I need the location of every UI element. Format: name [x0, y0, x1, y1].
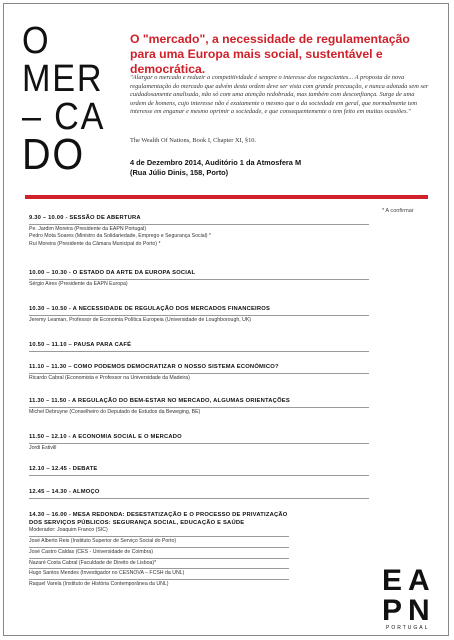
program-item-rule — [29, 351, 369, 352]
poster-title: O "mercado", a necessidade de regulamentação para uma Europa mais social, sustentável e democrática. — [130, 32, 410, 76]
logo-letter-n: N — [408, 594, 430, 627]
big-title-line-4: DO — [22, 130, 85, 179]
program-item-detail: Moderador: Joaquim Franco (SIC) — [29, 527, 108, 534]
program-item-detail: Jordi Estivill — [29, 444, 57, 451]
program-item-heading: 9.30 – 10.00 - SESSÃO DE ABERTURA — [29, 215, 141, 221]
big-title-line-1: O — [22, 20, 51, 62]
program-item-heading: 10.30 – 10.50 - A NECESSIDADE DE REGULAÇÃO DOS MERCADOS FINANCEIROS — [29, 306, 271, 312]
program-item — [29, 270, 369, 288]
program-item-detail: Sérgio Aires (Presidente da EAPN Europa) — [29, 280, 128, 287]
program-item — [29, 398, 369, 416]
program-item-heading: 10.00 – 10.30 - O ESTADO DA ARTE DA EUROPA SOCIAL — [29, 270, 196, 276]
program-item-detail: José Castro Caldas (CES - Universidade de Coimbra) — [29, 548, 153, 555]
program-item-detail: Jeremy Leaman, Professor de Economia Política Europeia (Universidade de Loughborough, UK) — [29, 316, 252, 323]
logo-caption: PORTUGAL — [386, 625, 430, 631]
logo-letter-e: E — [382, 564, 403, 597]
program-item-heading: 11.10 – 11.30 – COMO PODEMOS DEMOCRATIZAR O NOSSO SISTEMA ECONÓMICO? — [29, 364, 279, 370]
program-item-rule — [29, 279, 369, 280]
event-address: (Rua Júlio Dinis, 158, Porto) — [130, 168, 229, 177]
program-item-detail: Raquel Varela (Instituto de História Contemporânea da UNL) — [29, 581, 169, 588]
quote-source: The Wealth Of Nations, Book I, Chapter XI, §10. — [130, 137, 257, 144]
event-date: 4 de Dezembro 2014, Auditório 1 da Atmosfera M — [130, 158, 302, 167]
program-item-detail: Michel Debruyne (Conselheiro do Deputado de Estudos da Beweging, BE) — [29, 408, 201, 415]
program-item-rule — [29, 407, 369, 408]
program-item-rule — [29, 443, 369, 444]
program-item-rule — [29, 536, 289, 537]
program-item-detail: Pedro Mota Soares (Ministro da Solidariedade, Emprego e Segurança Social) * — [29, 233, 211, 240]
program-item-heading: 11.30 – 11.50 - A REGULAÇÃO DO BEM-ESTAR NO MERCADO, ALGUMAS ORIENTAÇÕES — [29, 398, 290, 404]
big-title-line-2: MER — [22, 58, 104, 100]
program-item-rule — [29, 224, 369, 225]
program-item-rule — [29, 579, 289, 580]
program-item-detail: Pe. Jardim Moreira (Presidente da EAPN Portugal) — [29, 225, 147, 232]
program-item — [29, 306, 369, 324]
program-item — [29, 466, 369, 477]
program-item-detail: Ricardo Cabral (Economista e Professor na Universidade da Madeira) — [29, 374, 190, 381]
program-item-rule — [29, 568, 289, 569]
confirm-note: * A confirmar — [382, 208, 414, 214]
eapn-logo — [380, 560, 436, 632]
program-item-rule — [29, 558, 289, 559]
program-item-heading: 11.50 – 12.10 - A ECONOMIA SOCIAL E O MERCADO — [29, 434, 182, 440]
program-item-rule — [29, 315, 369, 316]
logo-letter-a: A — [408, 564, 430, 597]
program-item — [29, 342, 369, 353]
program-item-heading: 12.45 – 14.30 - ALMOÇO — [29, 489, 100, 495]
program-item — [29, 215, 369, 249]
program-item-rule — [29, 475, 369, 476]
program-item — [29, 364, 369, 382]
program-item — [29, 512, 289, 589]
program-item-detail: Hugo Santos Mendes (Investigador no CESNOVA – FCSH da UNL) — [29, 570, 185, 577]
program-item-heading: 14.30 – 16.00 - MESA REDONDA: DESESTATIZAÇÃO E O PROCESSO DE PRIVATIZAÇÃO DOS SERVIÇOS PÚBLICOS: SEGURANÇA SOCIAL, EDUCAÇÃO E SAÚDE — [29, 512, 288, 526]
program-item — [29, 434, 369, 452]
program-item-rule — [29, 547, 289, 548]
quote-text: "Alargar o mercado e reduzir a competitividade é sempre o interesse dos negociantes... A proposta de nova regulamentação do mercado que advém desta ordem deve ser vista com grande precaução, e nunca adotada sem ser cuidadosamente analisada, não só com uma atenção redobrada, mas também com desconfiança. Surge de uma ordem de homens, cujo interesse não é exatamente o mesmo que o da sociedade em geral, que normalmente tem interesse em enganar e mesmo oprimir a sociedade, e que consequentemente o tem feito em muitas ocasiões." — [130, 74, 429, 116]
program-item-rule — [29, 498, 369, 499]
logo-letter-p: P — [382, 594, 403, 627]
big-title-line-3: – CA — [22, 96, 106, 138]
program-item-detail: Rui Moreira (Presidente da Câmara Municipal do Porto) * — [29, 241, 161, 248]
program-item-rule — [29, 373, 369, 374]
red-divider — [25, 195, 428, 199]
program-item-heading: 10.50 – 11.10 – PAUSA PARA CAFÉ — [29, 342, 132, 348]
program-item-heading: 12.10 – 12.45 - DEBATE — [29, 466, 98, 472]
program-item-detail: Nazaré Costa Cabral (Faculdade de Direito de Lisboa)* — [29, 559, 157, 566]
program-item-detail: José Alberto Reis (Instituto Superior de Serviço Social do Porto) — [29, 537, 177, 544]
program-item — [29, 489, 369, 500]
